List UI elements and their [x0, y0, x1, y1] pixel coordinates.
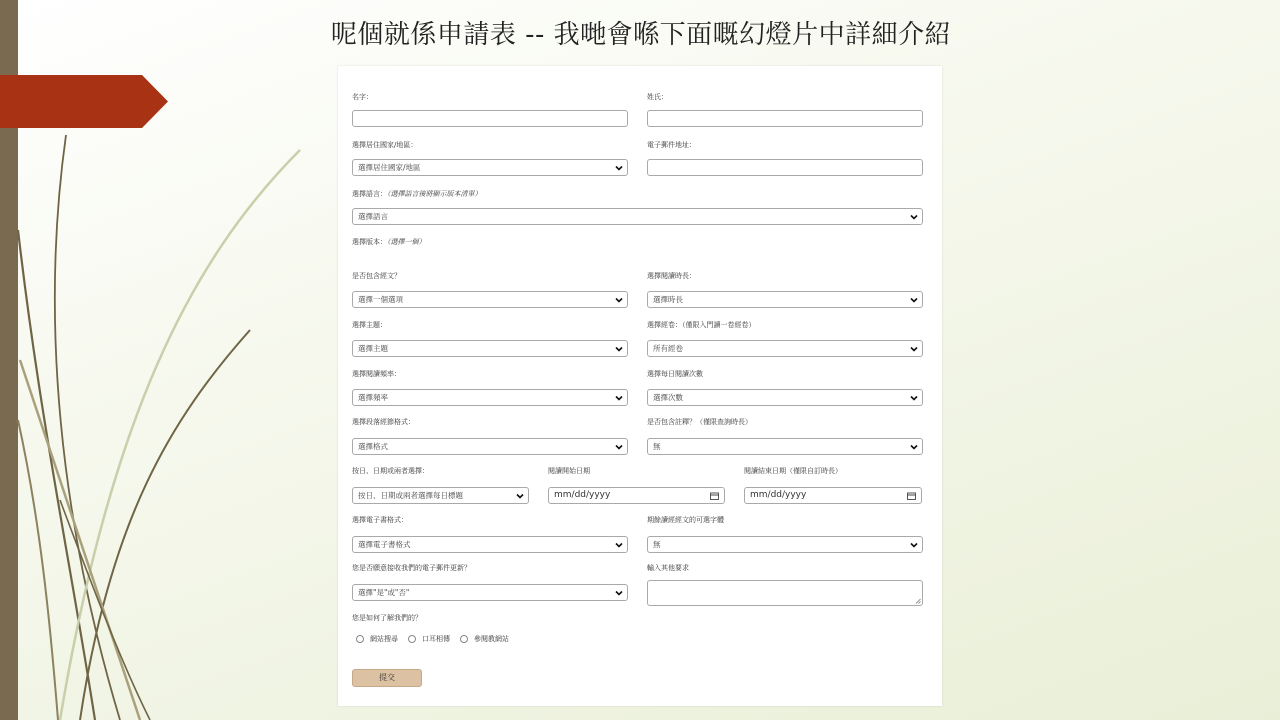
week-label: 按日、日期或兩者選擇： [352, 467, 429, 475]
last-name-input[interactable] [647, 110, 923, 127]
books-select[interactable] [647, 340, 923, 357]
chevron-down-icon [910, 213, 918, 221]
format-value: 選擇格式 [358, 442, 388, 451]
source-option-3: 參閱教網站 [474, 635, 509, 643]
email-label: 電子郵件地址： [647, 141, 696, 149]
first-name-input[interactable] [352, 110, 628, 127]
duration-label: 選擇閱讀時長： [647, 272, 696, 280]
source-option-1: 網站搜尋 [370, 635, 398, 643]
chevron-down-icon [910, 296, 918, 304]
source-radio-1[interactable] [356, 635, 364, 643]
commentary-select[interactable] [647, 438, 923, 455]
end-date-input[interactable] [744, 487, 922, 504]
books-value: 所有經卷 [653, 344, 683, 353]
calendar-icon[interactable] [907, 492, 916, 500]
source-option-2: 口耳相傳 [422, 635, 450, 643]
slide-title: 呢個就係申請表 -- 我哋會喺下面嘅幻燈片中詳細介紹 [330, 20, 952, 50]
chevron-down-icon [910, 443, 918, 451]
updates-value: 選擇"是"或"否" [358, 588, 410, 597]
chevron-down-icon [615, 589, 623, 597]
duration-value: 選擇時長 [653, 295, 683, 304]
extra-select[interactable] [647, 536, 923, 553]
end-date-label: 閱讀結束日期（僅限自訂時長） [744, 467, 842, 475]
email-input[interactable] [647, 159, 923, 176]
last-name-label: 姓氏： [647, 93, 668, 101]
updates-label: 您是否願意接收我們的電子郵件更新？ [352, 564, 471, 572]
frequency-value: 選擇頻率 [358, 393, 388, 402]
topic-value: 選擇主題 [358, 344, 388, 353]
chevron-down-icon [615, 345, 623, 353]
source-radio-group [356, 633, 519, 645]
chevron-down-icon [910, 345, 918, 353]
include-scripture-label: 是否包含經文？ [352, 272, 401, 280]
country-label: 選擇居住國家/地區： [352, 141, 418, 149]
chevron-down-icon [615, 394, 623, 402]
country-select[interactable] [352, 159, 628, 176]
source-label: 您是如何了解我們的？ [352, 614, 422, 622]
duration-select[interactable] [647, 291, 923, 308]
ebook-select[interactable] [352, 536, 628, 553]
extra-value: 無 [653, 540, 661, 549]
topic-select[interactable] [352, 340, 628, 357]
chevron-down-icon [615, 443, 623, 451]
end-date-value: mm/dd/yyyy [750, 490, 807, 500]
version-hint: （選擇一個） [387, 238, 426, 246]
daily-count-label: 選擇每日閱讀次數 [647, 370, 703, 378]
ebook-label: 選擇電子書格式： [352, 516, 408, 524]
application-form [338, 66, 942, 706]
submit-button[interactable]: 提交 [352, 669, 422, 687]
daily-count-select[interactable] [647, 389, 923, 406]
format-select[interactable] [352, 438, 628, 455]
chevron-down-icon [516, 492, 524, 500]
resize-grip-icon[interactable] [915, 598, 921, 604]
chevron-down-icon [615, 541, 623, 549]
language-select[interactable] [352, 208, 923, 225]
language-select-value: 選擇語言 [358, 212, 388, 221]
red-arrow-banner [0, 75, 168, 128]
books-label: 選擇經卷：（僅限入門讀一卷經卷） [647, 321, 756, 329]
extra-label: 期餘讀經經文的可選字體 [647, 516, 724, 524]
language-hint: （選擇語言後將顯示版本清單） [387, 190, 482, 198]
include-scripture-value: 選擇一個選項 [358, 295, 403, 304]
calendar-icon[interactable] [710, 492, 719, 500]
include-scripture-select[interactable] [352, 291, 628, 308]
week-select[interactable] [352, 487, 529, 504]
start-date-input[interactable] [548, 487, 725, 504]
version-label: 選擇版本：（選擇一個） [352, 238, 426, 246]
start-date-label: 閱讀開始日期 [548, 467, 590, 475]
commentary-value: 無 [653, 442, 661, 451]
chevron-down-icon [615, 296, 623, 304]
chevron-down-icon [910, 394, 918, 402]
updates-select[interactable] [352, 584, 628, 601]
ebook-value: 選擇電子書格式 [358, 540, 411, 549]
frequency-label: 選擇閱讀頻率： [352, 370, 401, 378]
source-radio-2[interactable] [408, 635, 416, 643]
other-label: 輸入其他要求 [647, 564, 689, 572]
week-value: 按日、日期或兩者選擇每日標題 [358, 491, 463, 500]
topic-label: 選擇主題： [352, 321, 387, 329]
start-date-value: mm/dd/yyyy [554, 490, 611, 500]
other-requests-textarea[interactable] [647, 580, 923, 606]
daily-count-value: 選擇次數 [653, 393, 683, 402]
first-name-label: 名字： [352, 93, 373, 101]
language-label: 選擇語言：（選擇語言後將顯示版本清單） [352, 190, 482, 198]
frequency-select[interactable] [352, 389, 628, 406]
commentary-label: 是否包含註釋？（僅限查詢時長） [647, 418, 752, 426]
chevron-down-icon [910, 541, 918, 549]
country-select-value: 選擇居住國家/地區 [358, 163, 421, 172]
format-label: 選擇段落經節格式： [352, 418, 415, 426]
source-radio-3[interactable] [460, 635, 468, 643]
chevron-down-icon [615, 164, 623, 172]
